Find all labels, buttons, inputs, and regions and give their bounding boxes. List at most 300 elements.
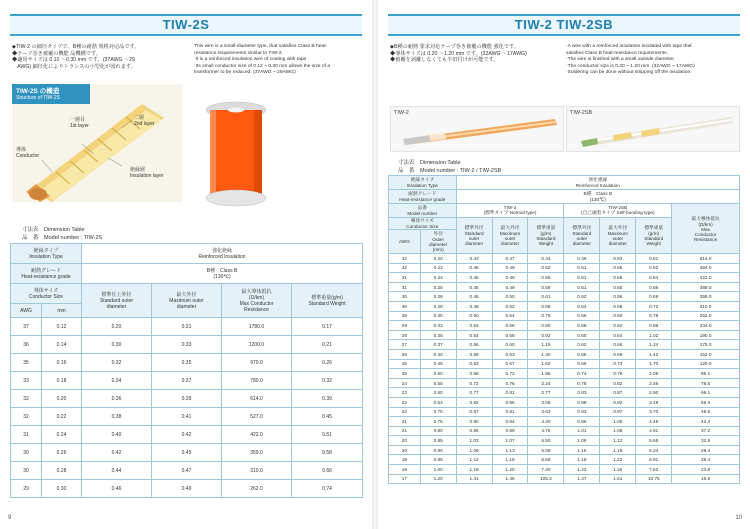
table-row: [11, 426, 363, 444]
head-line: 標準重量: [644, 225, 664, 230]
head-line: (g/m): [648, 231, 660, 236]
table-row: [389, 263, 740, 273]
table-cell: 3.63: [528, 407, 564, 417]
table-cell: 31: [389, 282, 421, 292]
table-cell: 0.63: [492, 349, 528, 359]
table-cell: 0.24: [42, 426, 82, 444]
cell-jp: 強化絶縁: [212, 248, 233, 254]
cell-jp: 強化絶縁: [588, 177, 608, 182]
table-cell: 0.26: [420, 292, 456, 302]
head-line: (Ω/km): [698, 221, 713, 227]
table-row: [11, 354, 363, 372]
cell-en: (130℃): [589, 196, 606, 202]
table-cell: 0.40: [82, 426, 152, 444]
en-line: transformer to be reduced. (37AWG ~ 29AWG): [194, 70, 296, 76]
ins-type-header: [389, 176, 457, 190]
ins-type-value: [456, 176, 739, 190]
jp-line: ◆テープ巻き被覆の機能 品機構です。: [12, 50, 101, 57]
conductor-label: [16, 146, 39, 159]
ins-type-value: [82, 244, 363, 264]
table-cell: 24: [389, 378, 421, 388]
left-dimension-table: [10, 243, 363, 498]
table-cell: 0.51: [292, 426, 363, 444]
head-line: 最大外径: [500, 225, 520, 230]
cell-line: (標準タイプ Normal type): [483, 210, 537, 215]
cell-en: Heat-resistance grade: [21, 274, 71, 280]
table-cell: 0.55: [600, 263, 636, 273]
table-cell: 0.54: [492, 311, 528, 321]
left-table-body: [11, 318, 363, 498]
table-cell: 1.12: [600, 436, 636, 446]
table-cell: 0.42: [152, 426, 222, 444]
table-row: [389, 397, 740, 407]
table-cell: 0.35: [420, 330, 456, 340]
table-cell: 0.80: [420, 426, 456, 436]
table-cell: 0.20: [42, 390, 82, 408]
cell-jp: 導体サイズ: [410, 218, 434, 223]
table-row: [389, 311, 740, 321]
head-line: Conductor: [694, 231, 717, 237]
table-cell: 1.13: [492, 445, 528, 455]
table-cell: 1.00: [600, 417, 636, 427]
table-cell: 1.20: [420, 474, 456, 484]
grade-header: [11, 264, 82, 284]
awg-header: AWG: [389, 230, 421, 254]
col-head-max-od: [152, 284, 222, 318]
conductor-size-header: [389, 218, 457, 230]
table-cell: 0.47: [492, 254, 528, 264]
col-head-std-od: [456, 218, 492, 254]
table-cell: 0.50: [420, 369, 456, 379]
table-cell: 0.74: [292, 480, 363, 498]
table-cell: 0.28: [42, 462, 82, 480]
table-cell: 0.68: [456, 369, 492, 379]
cell-jp: 耐熱グレード: [31, 268, 62, 274]
table-row: [389, 378, 740, 388]
table-cell: 4.91: [636, 426, 672, 436]
table-cell: 0.78: [636, 311, 672, 321]
en-line: ·A wire with a reinforced insulation insulated with tape that: [566, 44, 692, 49]
cell-line: TIW-2: [503, 205, 517, 210]
table-cell: 0.45: [456, 282, 492, 292]
table-cell: 0.47: [152, 462, 222, 480]
table-cell: 970.0: [222, 354, 292, 372]
table-cell: 0.69: [636, 292, 672, 302]
label-jp: 一層目: [70, 117, 86, 123]
table-cell: 1.03: [456, 436, 492, 446]
right-title-bar: [388, 14, 740, 36]
cell-jp: 品番: [417, 205, 428, 210]
head-line: Maximum: [499, 231, 521, 236]
table-cell: 0.70: [420, 407, 456, 417]
table-cell: 0.64: [600, 330, 636, 340]
table-cell: 1.16: [456, 465, 492, 475]
table-cell: 3.05: [528, 397, 564, 407]
head-line: (g/m): [540, 231, 552, 236]
table-cell: 0.49: [492, 263, 528, 273]
table-cell: 0.14: [42, 336, 82, 354]
table-cell: 19: [389, 465, 421, 475]
table-cell: 0.99: [492, 426, 528, 436]
right-table-title: 寸法表 Dimension Table: [398, 160, 461, 166]
table-cell: 30: [389, 301, 421, 311]
table-cell: 1.18: [564, 455, 600, 465]
table-cell: 0.90: [456, 417, 492, 427]
table-cell: 0.49: [564, 254, 600, 264]
table-cell: 10.75: [636, 474, 672, 484]
table-cell: 1.05: [600, 426, 636, 436]
table-row: [11, 372, 363, 390]
table-cell: 3.19: [636, 397, 672, 407]
outer-diameter-header: [420, 230, 456, 254]
table-cell: 0.16: [42, 354, 82, 372]
left-page-number: 9: [8, 515, 12, 521]
table-cell: 0.51: [636, 254, 672, 264]
table-row: [11, 408, 363, 426]
table-cell: 0.50: [456, 311, 492, 321]
cell-line: (自己融着タイプ Self-bonding type): [581, 210, 655, 215]
table-row: [389, 273, 740, 283]
right-jp-description: [390, 44, 555, 64]
table-cell: 0.55: [600, 282, 636, 292]
table-row: [389, 407, 740, 417]
cell-jp: 導体サイズ: [33, 288, 59, 294]
table-cell: 0.55: [600, 273, 636, 283]
table-cell: 152.0: [672, 349, 740, 359]
table-cell: 0.86: [636, 321, 672, 331]
table-row: [389, 388, 740, 398]
table-cell: 1.22: [564, 465, 600, 475]
table-cell: 389.0: [672, 282, 740, 292]
en-line: This wire is a small-diameter type, that satisfies Class B heat-: [194, 44, 328, 49]
table-cell: 780.0: [222, 372, 292, 390]
head-line: diameter: [572, 241, 591, 246]
col-head-resistance: [222, 284, 292, 318]
sample-label: TIW-2: [394, 110, 409, 116]
table-cell: 0.77: [456, 388, 492, 398]
table-cell: 1.95: [528, 369, 564, 379]
table-cell: 1.09: [564, 436, 600, 446]
table-cell: 0.58: [292, 444, 363, 462]
table-cell: 30: [389, 292, 421, 302]
table-cell: 0.24: [420, 273, 456, 283]
table-cell: 26.4: [672, 455, 740, 465]
table-cell: 0.54: [456, 330, 492, 340]
table-cell: 28: [389, 330, 421, 340]
table-cell: 4.20: [528, 417, 564, 427]
table-cell: 29.4: [672, 445, 740, 455]
table-cell: 0.56: [564, 311, 600, 321]
col-head-std-od-sb: [564, 218, 600, 254]
table-cell: 0.32: [292, 372, 363, 390]
table-cell: 30: [11, 462, 42, 480]
table-cell: 310.0: [672, 301, 740, 311]
right-page-number: 10: [735, 515, 742, 521]
table-cell: 0.93: [564, 407, 600, 417]
table-cell: 21: [389, 417, 421, 427]
table-cell: 0.97: [600, 407, 636, 417]
table-cell: 0.62: [564, 340, 600, 350]
head-line: Resistance: [693, 236, 718, 242]
table-cell: 0.30: [82, 336, 152, 354]
table-cell: 32: [389, 254, 421, 264]
table-cell: 7.20: [528, 465, 564, 475]
table-cell: 614.0: [672, 254, 740, 264]
conductor-size-header: [11, 284, 82, 304]
en-line: ·Its small conductor size of 0.12 ~ 0.30 mm allows the size of a: [194, 63, 331, 69]
head-line: (Ω/km): [248, 295, 265, 301]
table-cell: 0.34: [82, 372, 152, 390]
table-row: [389, 426, 740, 436]
table-cell: 262.0: [672, 311, 740, 321]
table-row: [389, 292, 740, 302]
right-en-description: [566, 44, 742, 77]
table-cell: 527.0: [222, 408, 292, 426]
table-row: [389, 465, 740, 475]
table-cell: 0.39: [292, 390, 363, 408]
cell-en: (130℃): [213, 274, 231, 280]
table-cell: 0.28: [420, 301, 456, 311]
table-cell: 0.44: [82, 462, 152, 480]
table-cell: 0.62: [636, 263, 672, 273]
table-cell: 1.09: [456, 445, 492, 455]
table-cell: 120.0: [672, 359, 740, 369]
left-page-title: TIW-2S: [162, 17, 210, 32]
table-cell: 0.49: [492, 273, 528, 283]
table-row: [389, 445, 740, 455]
table-cell: 0.80: [528, 321, 564, 331]
table-cell: 0.55: [528, 273, 564, 283]
table-cell: 0.52: [492, 301, 528, 311]
table-cell: 0.20: [420, 254, 456, 264]
table-cell: 0.92: [600, 397, 636, 407]
table-cell: 0.53: [600, 254, 636, 264]
cell-jp: 絶縁タイプ: [33, 248, 59, 254]
table-cell: 0.25: [420, 282, 456, 292]
table-cell: 0.52: [564, 292, 600, 302]
table-cell: 32.9: [672, 436, 740, 446]
table-cell: 0.78: [600, 369, 636, 379]
table-cell: 262.0: [222, 480, 292, 498]
head-line: 標準外径: [572, 225, 592, 230]
col-head-max-od-sb: [600, 218, 636, 254]
en-line: ·Soldering can be done without stripping off the insulation.: [566, 70, 692, 76]
table-cell: 2.24: [528, 378, 564, 388]
table-cell: 33: [11, 372, 42, 390]
head-line: outer: [504, 236, 516, 241]
table-cell: 0.32: [420, 321, 456, 331]
table-cell: 0.32: [82, 354, 152, 372]
col-head-resistance: [672, 204, 740, 254]
table-cell: 0.73: [600, 359, 636, 369]
table-row: [389, 369, 740, 379]
table-cell: 0.72: [456, 378, 492, 388]
cell-en: Model number: [407, 211, 438, 216]
table-row: [11, 462, 363, 480]
table-cell: 56.3: [672, 397, 740, 407]
table-cell: 23: [389, 388, 421, 398]
table-cell: 0.60: [600, 311, 636, 321]
table-cell: 0.39: [152, 390, 222, 408]
table-cell: 0.72: [636, 301, 672, 311]
label-jp: 絶縁層: [130, 167, 146, 173]
table-cell: 78.6: [672, 378, 740, 388]
table-cell: 0.72: [492, 369, 528, 379]
head-line: Resistance: [244, 307, 269, 313]
table-cell: 0.45: [456, 263, 492, 273]
table-cell: 37: [11, 318, 42, 336]
table-cell: 23.8: [672, 465, 740, 475]
table-cell: 0.56: [600, 292, 636, 302]
sample-photo-tiw2sb: [566, 106, 740, 152]
cell-jp: 耐熱グレード: [408, 191, 437, 196]
jp-line: ◆B種の耐熱 要求対応テープ巻き被覆の機能 強化です。: [390, 44, 519, 50]
col-head-max-od: [492, 218, 528, 254]
table-cell: 0.58: [564, 321, 600, 331]
table-cell: 0.78: [564, 378, 600, 388]
right-table-body: [389, 254, 740, 484]
table-cell: 0.92: [528, 330, 564, 340]
table-cell: 1.24: [636, 340, 672, 350]
table-cell: 464.0: [672, 263, 740, 273]
table-cell: 1.00: [420, 465, 456, 475]
table-cell: 16.5: [672, 474, 740, 484]
table-cell: 0.56: [492, 321, 528, 331]
table-cell: 0.50: [492, 292, 528, 302]
table-cell: 105.2: [528, 474, 564, 484]
table-cell: 0.95: [420, 455, 456, 465]
table-cell: 0.45: [456, 273, 492, 283]
table-cell: 0.83: [564, 388, 600, 398]
table-cell: 5.65: [636, 436, 672, 446]
table-cell: 2.77: [528, 388, 564, 398]
table-cell: 0.90: [420, 445, 456, 455]
structure-title: TIW-2S の構造: [16, 88, 60, 95]
head-line: Outer: [432, 237, 445, 242]
cell-en: Heat-resistance grade: [399, 197, 446, 202]
table-cell: 0.37: [152, 372, 222, 390]
table-row: [389, 474, 740, 484]
table-cell: 0.63: [456, 359, 492, 369]
table-cell: 0.58: [600, 301, 636, 311]
table-cell: 0.60: [564, 330, 600, 340]
head-line: outer: [468, 236, 480, 241]
insulation-label: [130, 166, 164, 179]
table-cell: 2.90: [636, 388, 672, 398]
table-cell: 32: [11, 390, 42, 408]
en-line: ·The conductor size is 0.20 ~ 1.20 mm. (32AWG ~ 17AWG): [566, 63, 695, 69]
cell-en: Reinforced Insulation: [198, 254, 246, 260]
tape-inner-label: [70, 116, 89, 129]
table-cell: 35: [11, 354, 42, 372]
table-cell: 4.76: [528, 426, 564, 436]
right-table-model: 品 番 Model number : TIW-2 / TIW-2SB: [398, 168, 502, 174]
table-cell: 0.56: [456, 340, 492, 350]
head-line: 最大導体抵抗: [691, 215, 720, 221]
head-line: Standard Weight: [308, 301, 346, 307]
table-cell: 1.15: [528, 340, 564, 350]
table-row: [11, 318, 363, 336]
model-header: [389, 204, 457, 218]
table-row: [11, 390, 363, 408]
head-line: 標準重量(g/m): [311, 295, 343, 301]
head-line: diameter: [176, 304, 197, 310]
table-cell: 29: [389, 321, 421, 331]
table-cell: 6.24: [636, 445, 672, 455]
table-cell: 0.88: [564, 397, 600, 407]
table-cell: 0.81: [492, 388, 528, 398]
table-cell: 0.51: [564, 282, 600, 292]
table-cell: 0.22: [420, 263, 456, 273]
table-cell: 5.50: [528, 436, 564, 446]
en-line: ·The wire is finished with a small outside diameter.: [566, 57, 675, 63]
head-line: Standard: [572, 231, 592, 236]
table-cell: 32: [389, 263, 421, 273]
table-cell: 26: [389, 349, 421, 359]
label-en: 1st layer: [70, 123, 89, 129]
tape-outer-label: [134, 114, 155, 127]
wire-structure-illustration: [12, 84, 182, 202]
head-line: Weight: [646, 241, 661, 246]
col-head-standard-od: [82, 284, 152, 318]
head-line: Weight: [538, 241, 554, 246]
cell-en: Reinforced Insulation: [575, 183, 620, 188]
label-en: Insulation layer: [130, 173, 164, 179]
grade-value: [456, 190, 739, 204]
table-cell: 1.07: [492, 436, 528, 446]
table-cell: 0.12: [42, 318, 82, 336]
structure-subtitle: Structure of TIW-2S: [16, 95, 60, 101]
table-cell: 20: [389, 436, 421, 446]
table-cell: 0.49: [492, 282, 528, 292]
table-cell: 1.62: [528, 359, 564, 369]
sample-photo-tiw2: [390, 106, 564, 152]
en-line: ·It is a reinforced insulation wire of coating with tape: [194, 57, 307, 63]
table-cell: 42.4: [672, 417, 740, 427]
table-cell: 0.66: [600, 340, 636, 350]
table-cell: 25: [389, 369, 421, 379]
table-cell: 21: [389, 426, 421, 436]
table-cell: 614.0: [222, 390, 292, 408]
table-cell: 0.22: [42, 408, 82, 426]
left-page: [0, 0, 372, 529]
table-cell: 0.60: [420, 388, 456, 398]
table-row: [11, 336, 363, 354]
cell-jp: B種 Class B: [206, 268, 238, 274]
table-cell: 0.20: [82, 318, 152, 336]
head-line: diameter: [464, 241, 484, 246]
table-cell: 0.69: [600, 349, 636, 359]
table-cell: 0.21: [292, 336, 363, 354]
jp-line: ◆被覆を剥離しなくても半田付けが可能です。: [390, 57, 499, 64]
table-cell: 0.64: [420, 397, 456, 407]
table-cell: 0.94: [492, 417, 528, 427]
table-cell: 0.59: [456, 349, 492, 359]
table-cell: 7.62: [636, 465, 672, 475]
table-cell: 0.74: [564, 369, 600, 379]
table-row: [389, 417, 740, 427]
table-cell: 0.64: [636, 273, 672, 283]
head-line: 最大外径: [608, 225, 628, 230]
table-cell: 0.45: [152, 444, 222, 462]
head-line: (mm): [432, 247, 444, 252]
table-cell: 17: [389, 474, 421, 484]
table-cell: 1.01: [564, 426, 600, 436]
table-cell: 0.87: [456, 407, 492, 417]
col-head-weight-sb: [636, 218, 672, 254]
table-cell: 234.0: [672, 321, 740, 331]
head-line: 標準重量: [536, 225, 556, 230]
